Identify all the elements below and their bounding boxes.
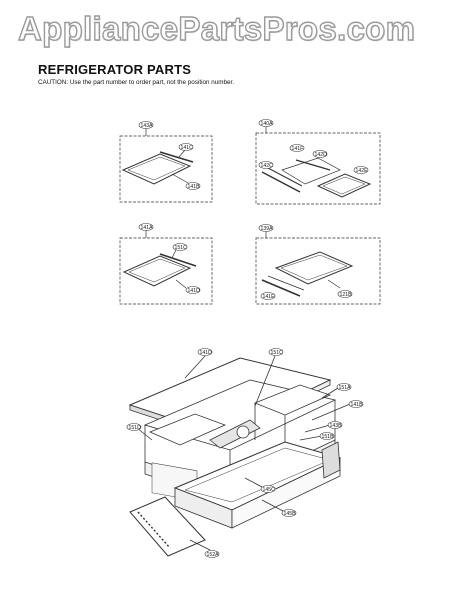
caution-note: CAUTION: Use the part number to order part, not the position number. — [38, 79, 234, 86]
svg-text:141D: 141D — [187, 288, 200, 294]
svg-text:141E: 141E — [262, 294, 275, 300]
svg-text:121B: 121B — [339, 292, 352, 298]
svg-text:145C: 145C — [262, 487, 275, 493]
svg-text:145B: 145B — [283, 511, 296, 517]
svg-text:141B: 141B — [350, 402, 363, 408]
svg-text:151B: 151B — [321, 434, 334, 440]
svg-text:142C: 142C — [260, 163, 273, 169]
svg-text:142D: 142D — [314, 152, 327, 158]
shelf-assembly-140a — [256, 126, 380, 204]
shelf-assembly-143a — [120, 128, 212, 202]
svg-text:152A: 152A — [206, 552, 219, 558]
svg-text:143A: 143A — [140, 123, 153, 129]
svg-text:151D: 151D — [128, 425, 141, 431]
svg-text:141B: 141B — [187, 184, 200, 190]
svg-text:151A: 151A — [338, 385, 351, 391]
svg-text:141D: 141D — [199, 350, 212, 356]
svg-text:142E: 142E — [355, 168, 368, 174]
svg-text:141C: 141C — [180, 145, 193, 151]
svg-text:139A: 139A — [260, 226, 273, 232]
svg-text:151C: 151C — [174, 245, 187, 251]
crisper-assembly — [130, 356, 350, 556]
svg-text:143B: 143B — [329, 423, 342, 429]
svg-text:151C: 151C — [270, 350, 283, 356]
svg-text:141A: 141A — [140, 225, 153, 231]
page-title: REFRIGERATOR PARTS — [38, 62, 192, 77]
watermark-logo: AppliancePartsPros.com — [18, 10, 416, 47]
svg-text:140A: 140A — [260, 121, 273, 127]
svg-text:141F: 141F — [291, 146, 304, 152]
